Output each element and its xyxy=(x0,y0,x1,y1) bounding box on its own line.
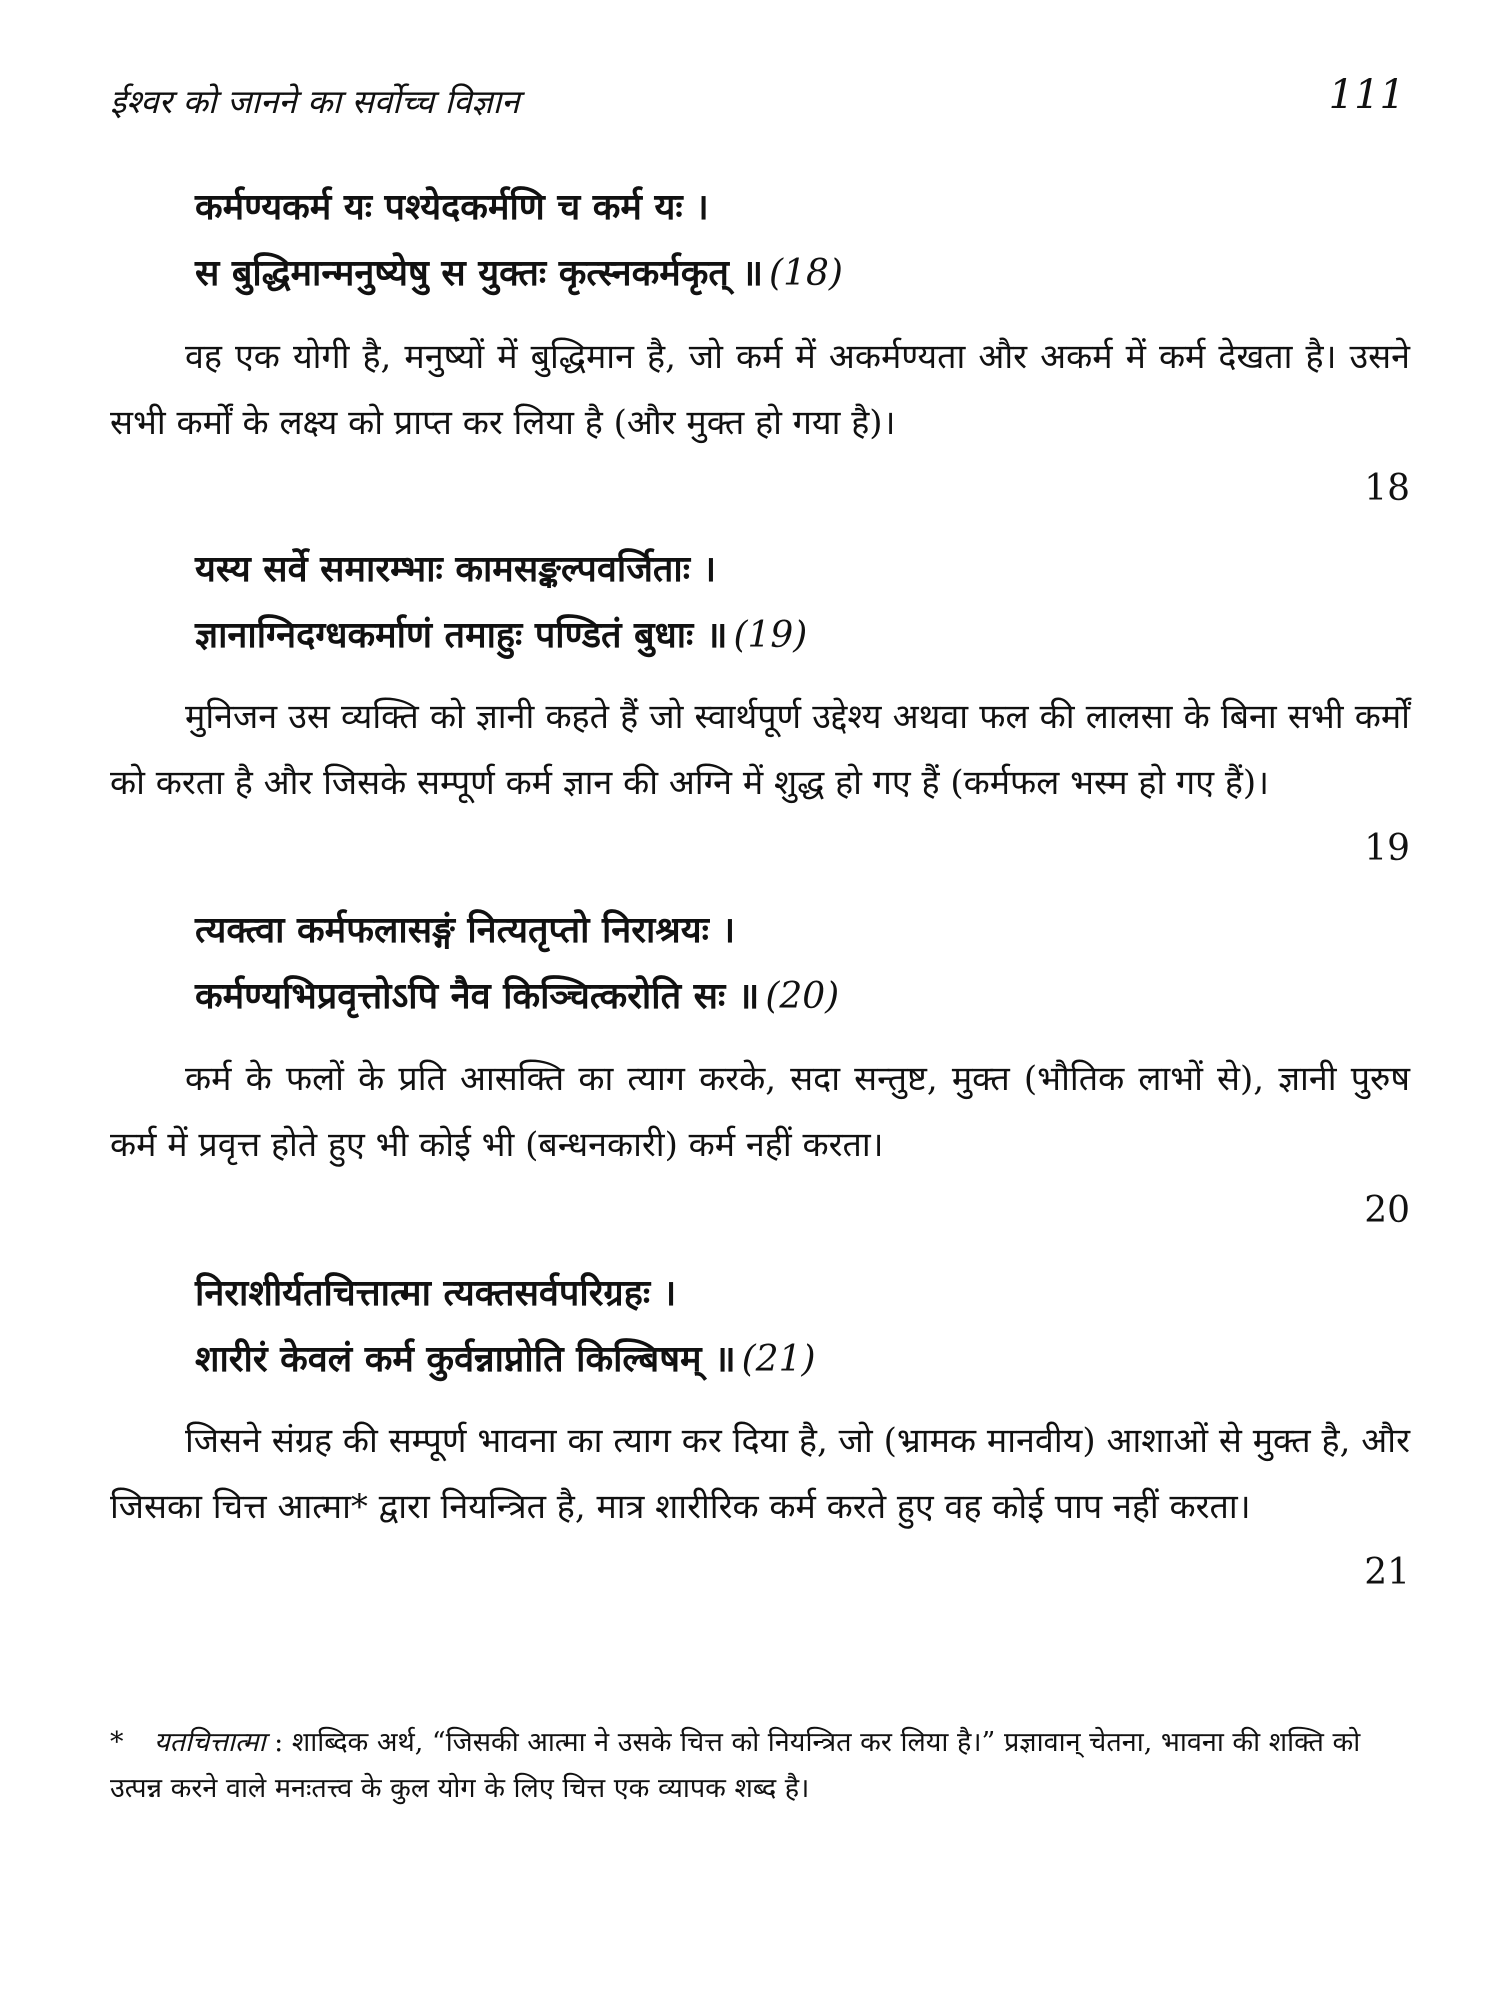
translation-20 xyxy=(110,1046,1410,1231)
translation-21 xyxy=(110,1408,1410,1593)
sanskrit-line: ज्ञानाग्निदग्धकर्माणं तमाहुः पण्डितं बुधाः ॥ xyxy=(195,614,728,656)
sanskrit-line: यस्य सर्वे समारम्भाः कामसङ्कल्पवर्जिताः । xyxy=(195,548,717,590)
translation-18 xyxy=(110,324,1410,509)
footnote-marker: * xyxy=(110,1727,124,1758)
translation-text: वह एक योगी है, मनुष्यों में बुद्धिमान है, जो कर्म में अकर्मण्यता और अकर्म में कर्म देखता है। उसने सभी कर्मों के लक्ष्य को प्राप्त कर लिया है (और मुक्त हो गया है)। xyxy=(110,337,1410,443)
verse-number: 20 xyxy=(1364,1190,1410,1231)
verse-number: 18 xyxy=(1364,468,1410,509)
sanskrit-line: शारीरं केवलं कर्म कुर्वन्नाप्नोति किल्बिषम् ॥ xyxy=(195,1338,736,1380)
sanskrit-verse-19 xyxy=(195,536,807,669)
verse-ref: (18) xyxy=(769,253,843,294)
translation-text: मुनिजन उस व्यक्ति को ज्ञानी कहते हैं जो स्वार्थपूर्ण उद्देश्य अथवा फल की लालसा के बिना सभी कर्मों को करता है और जिसके सम्पूर्ण कर्म ज्ञान की अग्नि में शुद्ध हो गए हैं (कर्मफल भस्म हो गए हैं)। xyxy=(110,697,1410,803)
verse-ref: (21) xyxy=(741,1339,816,1380)
translation-text: जिसने संग्रह की सम्पूर्ण भावना का त्याग कर दिया है, जो (भ्रामक मानवीय) आशाओं से मुक्त है, और जिसका चित्त आत्मा* द्वारा नियन्त्रित है, मात्र शारीरिक कर्म करते हुए वह कोई पाप नहीं करता। xyxy=(110,1421,1410,1527)
footnote-term: यतचित्तात्मा xyxy=(154,1727,266,1758)
footnote-text: : शाब्दिक अर्थ, “जिसकी आत्मा ने उसके चित्त को नियन्त्रित कर लिया है।” प्रज्ञावान् चेतना, भावना की शक्ति को उत्पन्न करने वाले मनःतत्त्व के कुल योग के लिए चित्त एक व्यापक शब्द है। xyxy=(110,1727,1361,1804)
verse-ref: (20) xyxy=(765,976,840,1017)
page-header xyxy=(110,72,1405,138)
verse-number: 19 xyxy=(1364,828,1410,869)
verse-ref: (19) xyxy=(733,615,808,656)
sanskrit-line: स बुद्धिमान्मनुष्येषु स युक्तः कृत्स्नकर्मकृत् ॥ xyxy=(195,252,764,294)
sanskrit-verse-18 xyxy=(195,174,843,307)
footnote xyxy=(110,1720,1410,1812)
sanskrit-verse-21 xyxy=(195,1260,816,1393)
translation-text: कर्म के फलों के प्रति आसक्ति का त्याग करके, सदा सन्तुष्ट, मुक्त (भौतिक लाभों से), ज्ञानी पुरुष कर्म में प्रवृत्त होते हुए भी कोई भी (बन्धनकारी) कर्म नहीं करता। xyxy=(110,1059,1410,1165)
page-number: 111 xyxy=(1328,72,1405,118)
sanskrit-line: निराशीर्यतचित्तात्मा त्यक्तसर्वपरिग्रहः । xyxy=(195,1272,677,1314)
sanskrit-verse-20 xyxy=(195,897,839,1030)
sanskrit-line: कर्मण्यभिप्रवृत्तोऽपि नैव किञ्चित्करोति सः ॥ xyxy=(195,975,760,1017)
running-title: ईश्वर को जानने का सर्वोच्च विज्ञान xyxy=(110,82,520,121)
verse-number: 21 xyxy=(1364,1552,1410,1593)
sanskrit-line: त्यक्त्वा कर्मफलासङ्गं नित्यतृप्तो निराश्रयः । xyxy=(195,909,736,951)
translation-19 xyxy=(110,684,1410,869)
sanskrit-line: कर्मण्यकर्म यः पश्येदकर्मणि च कर्म यः । xyxy=(195,186,709,228)
